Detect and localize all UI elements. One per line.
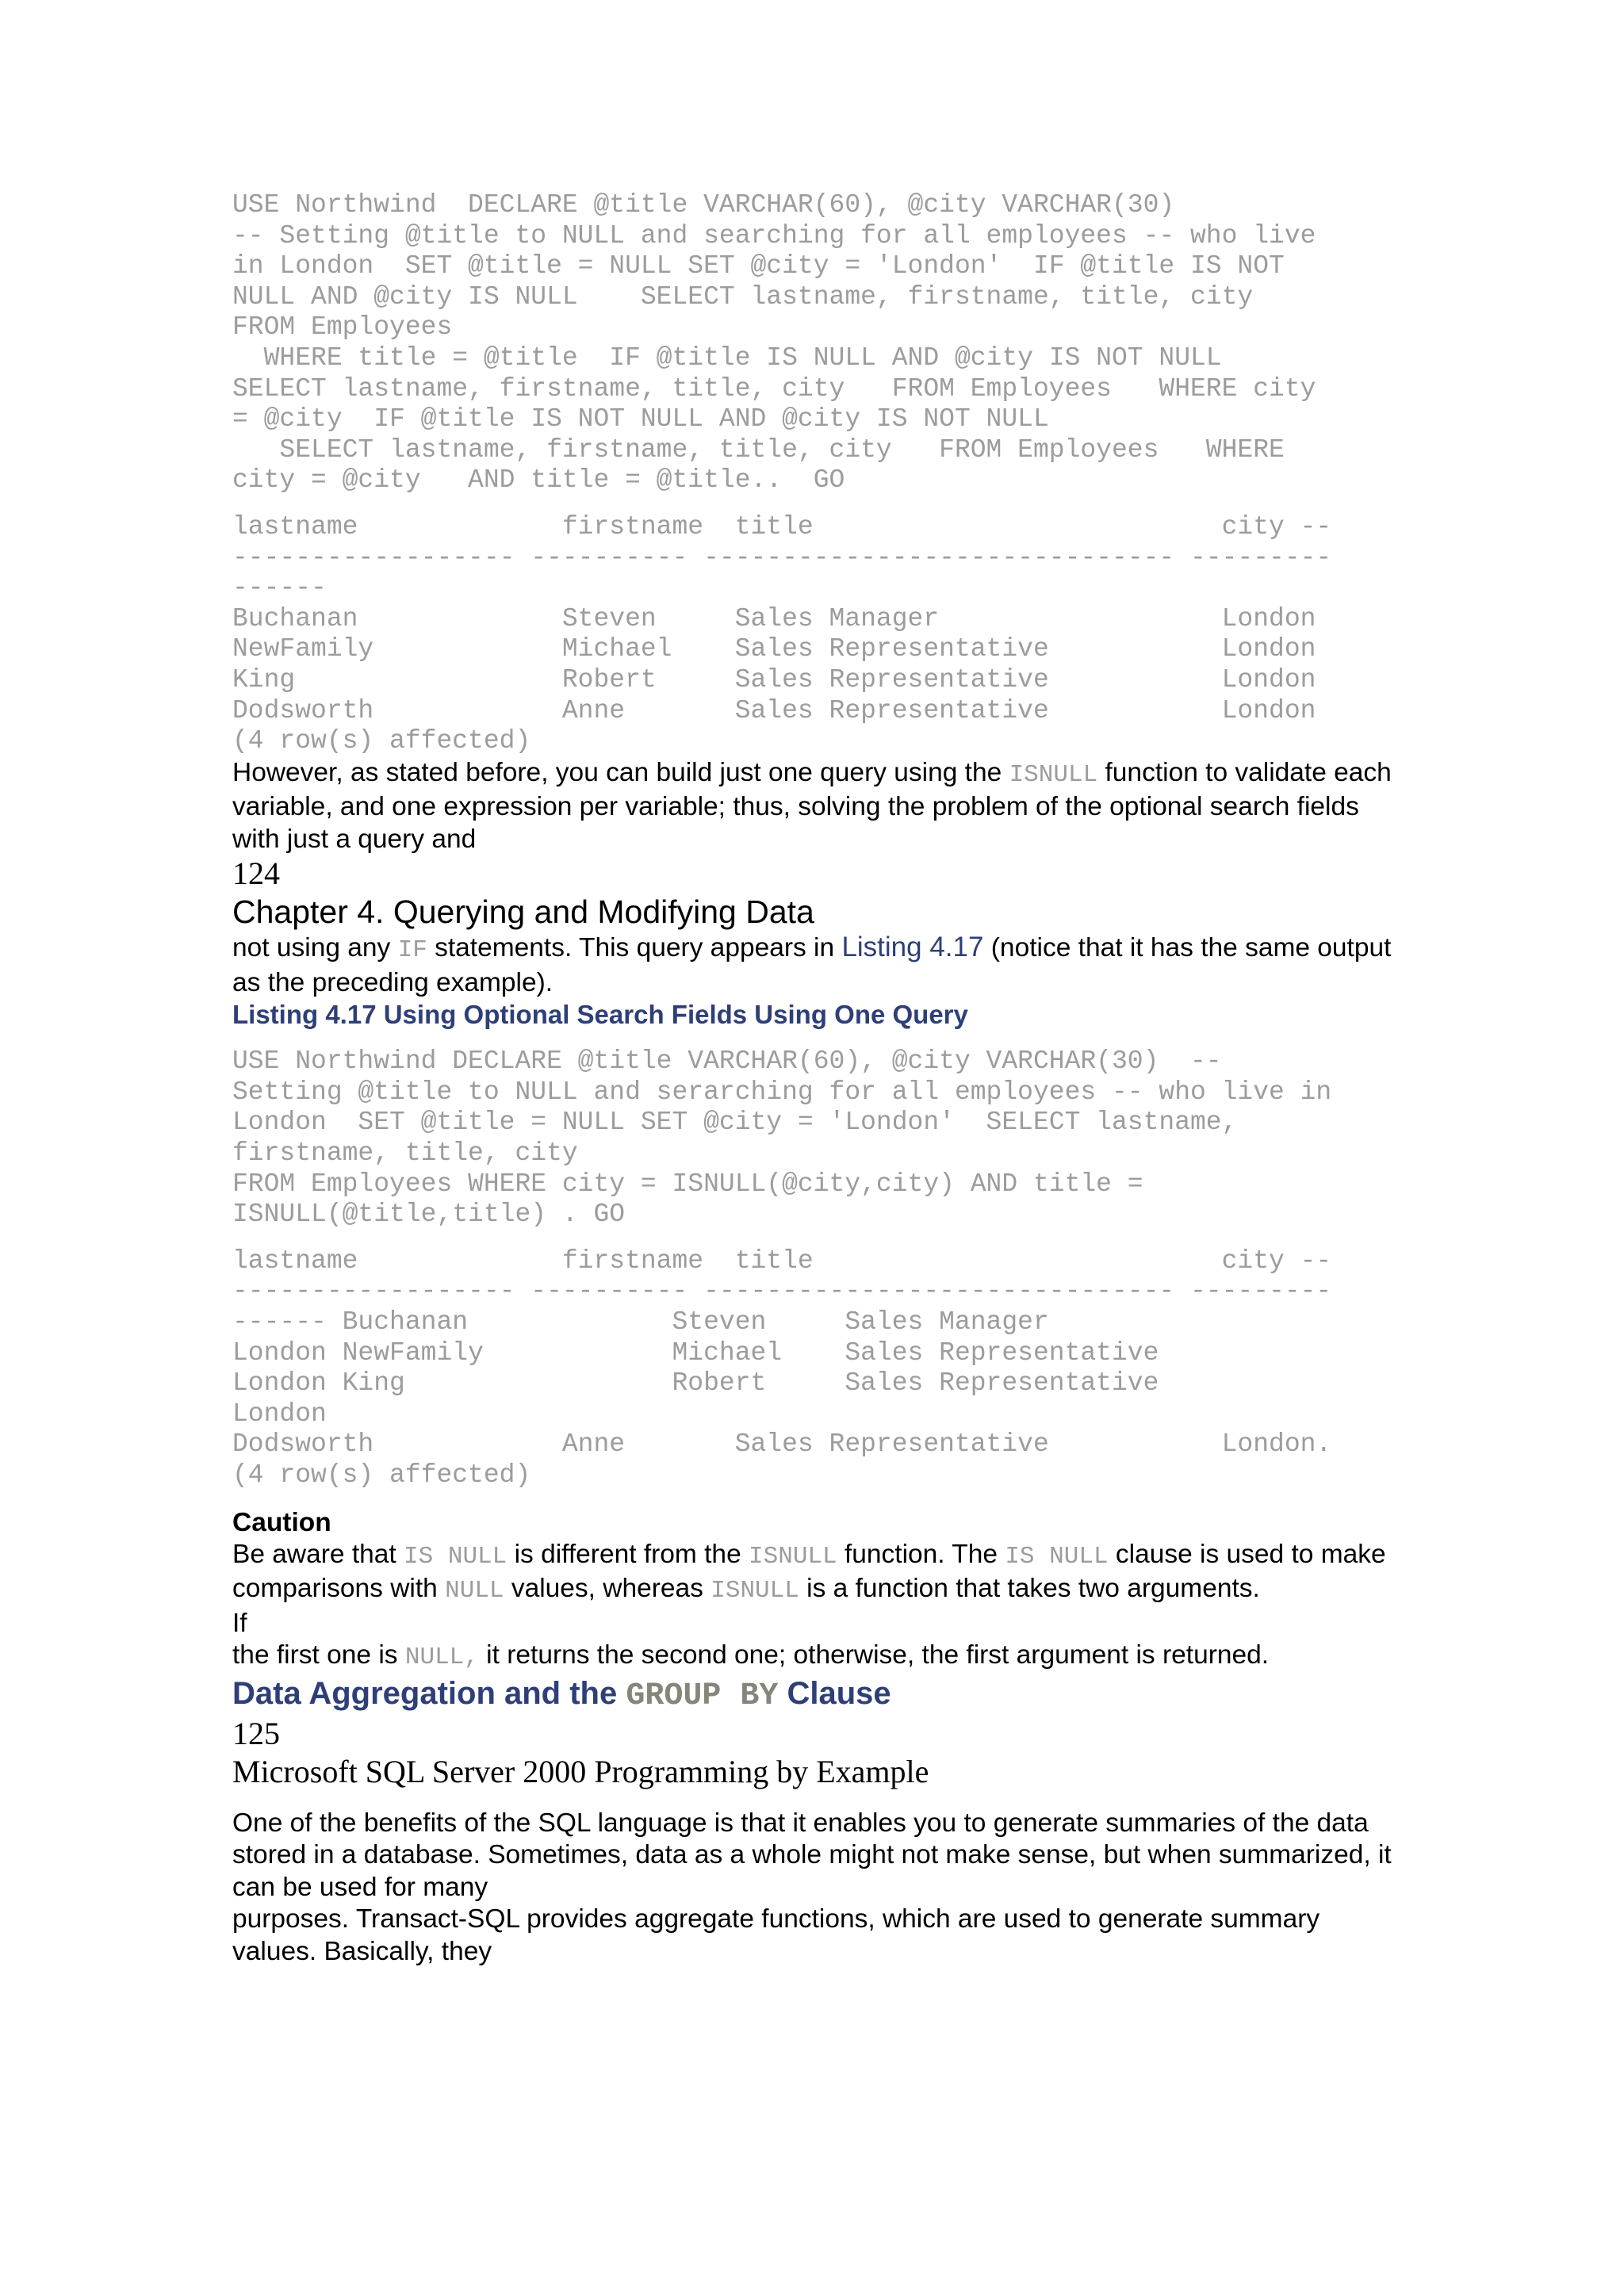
inline-code: NULL	[445, 1577, 504, 1605]
inline-code-if: IF	[397, 936, 427, 965]
code-block-isnull-query: USE Northwind DECLARE @title VARCHAR(60), @city VARCHAR(30) -- Setting @title to NULL and serarching for all employees -- who live in London SET @title = NULL SET @city = 'London' SELECT lastname, firstname, title, city FROM Employees WHERE city = ISNULL(@city,city) AND title = ISNULL(@title,title) . GO	[232, 1047, 1332, 1230]
section-heading	[232, 1674, 1398, 1716]
text: Be aware that	[232, 1539, 404, 1569]
inline-code-isnull: ISNULL	[1009, 760, 1098, 789]
caution-title: Caution	[232, 1507, 331, 1537]
listing-link[interactable]: Listing 4.17	[841, 932, 984, 963]
text: it returns the second one; otherwise, the first argument is returned.	[478, 1640, 1270, 1670]
query-result-2: lastname firstname title city -- ------------------ ---------- ------------------------------ --------- ------ Buchanan Steven Sales Manager London NewFamily Michael Sales Representative London King Robert Sales Representative London Dodsworth Anne Sales Representative London. (4 row(s) affected)	[232, 1246, 1332, 1490]
paragraph-aggregation-1: One of the benefits of the SQL language is that it enables you to generate summaries of the data stored in a database. Sometimes, data as a whole might not make sense, but when summarized, it can be used for many	[232, 1808, 1392, 1902]
paragraph-isnull-intro	[232, 757, 1398, 856]
paragraph-aggregation-2: purposes. Transact-SQL provides aggregate functions, which are used to generate summary values. Basically, they	[232, 1904, 1320, 1966]
code-block-declare-if: USE Northwind DECLARE @title VARCHAR(60), @city VARCHAR(30) -- Setting @title to NULL and searching for all employees -- who live in London SET @title = NULL SET @city = 'London' IF @title IS NOT NULL AND @city IS NULL SELECT lastname, firstname, title, city FROM Employees WHERE title = @title IF @title IS NULL AND @city IS NOT NULL SELECT lastname, firstname, title, city FROM Employees WHERE city = @city IF @title IS NOT NULL AND @city IS NOT NULL SELECT lastname, firstname, title, city FROM Employees WHERE city = @city AND title = @title.. GO	[232, 190, 1316, 496]
inline-code: ISNULL	[749, 1542, 837, 1571]
inline-code: NULL,	[404, 1644, 479, 1671]
heading-text: Data Aggregation and the	[232, 1675, 626, 1711]
text: If	[232, 1608, 247, 1638]
text: not using any	[232, 933, 398, 963]
inline-code: IS NULL	[404, 1542, 508, 1571]
chapter-header: Chapter 4. Querying and Modifying Data	[232, 894, 814, 931]
text: clause is used to make comparisons with	[232, 1539, 1386, 1603]
inline-code: ISNULL	[710, 1577, 799, 1605]
listing-caption: Listing 4.17 Using Optional Search Fields Using One Query	[232, 1000, 968, 1030]
text: function. The	[837, 1539, 1005, 1569]
text: values, whereas	[504, 1574, 711, 1603]
heading-text: Clause	[778, 1675, 891, 1711]
text: function to validate each variable, and one expression per variable; thus, solving the problem of the optional search fields with just a query and	[232, 757, 1392, 854]
paragraph-listing-ref	[232, 932, 1398, 999]
book-title: Microsoft SQL Server 2000 Programming by Example	[232, 1753, 929, 1789]
heading-code: GROUP BY	[626, 1678, 779, 1714]
document-page	[232, 190, 1398, 1968]
text: is a function that takes two arguments.	[799, 1574, 1260, 1603]
query-result-1: lastname firstname title city -- ------------------ ---------- ------------------------------ --------- ------ Buchanan Steven Sales Manager London NewFamily Michael Sales Representative London King Robert Sales Representative London Dodsworth Anne Sales Representative London (4 row(s) affected)	[232, 511, 1332, 756]
inline-code: IS NULL	[1005, 1542, 1109, 1571]
caution-text	[232, 1539, 1398, 1674]
text: statements. This query appears in	[427, 933, 842, 963]
text: However, as stated before, you can build just one query using the	[232, 757, 1009, 787]
text: (notice that it has the same output as the preceding example).	[232, 933, 1392, 997]
text: the first one is	[232, 1640, 405, 1670]
page-number: 125	[232, 1715, 280, 1751]
text: is different from the	[507, 1539, 749, 1569]
page-number: 124	[232, 855, 280, 892]
